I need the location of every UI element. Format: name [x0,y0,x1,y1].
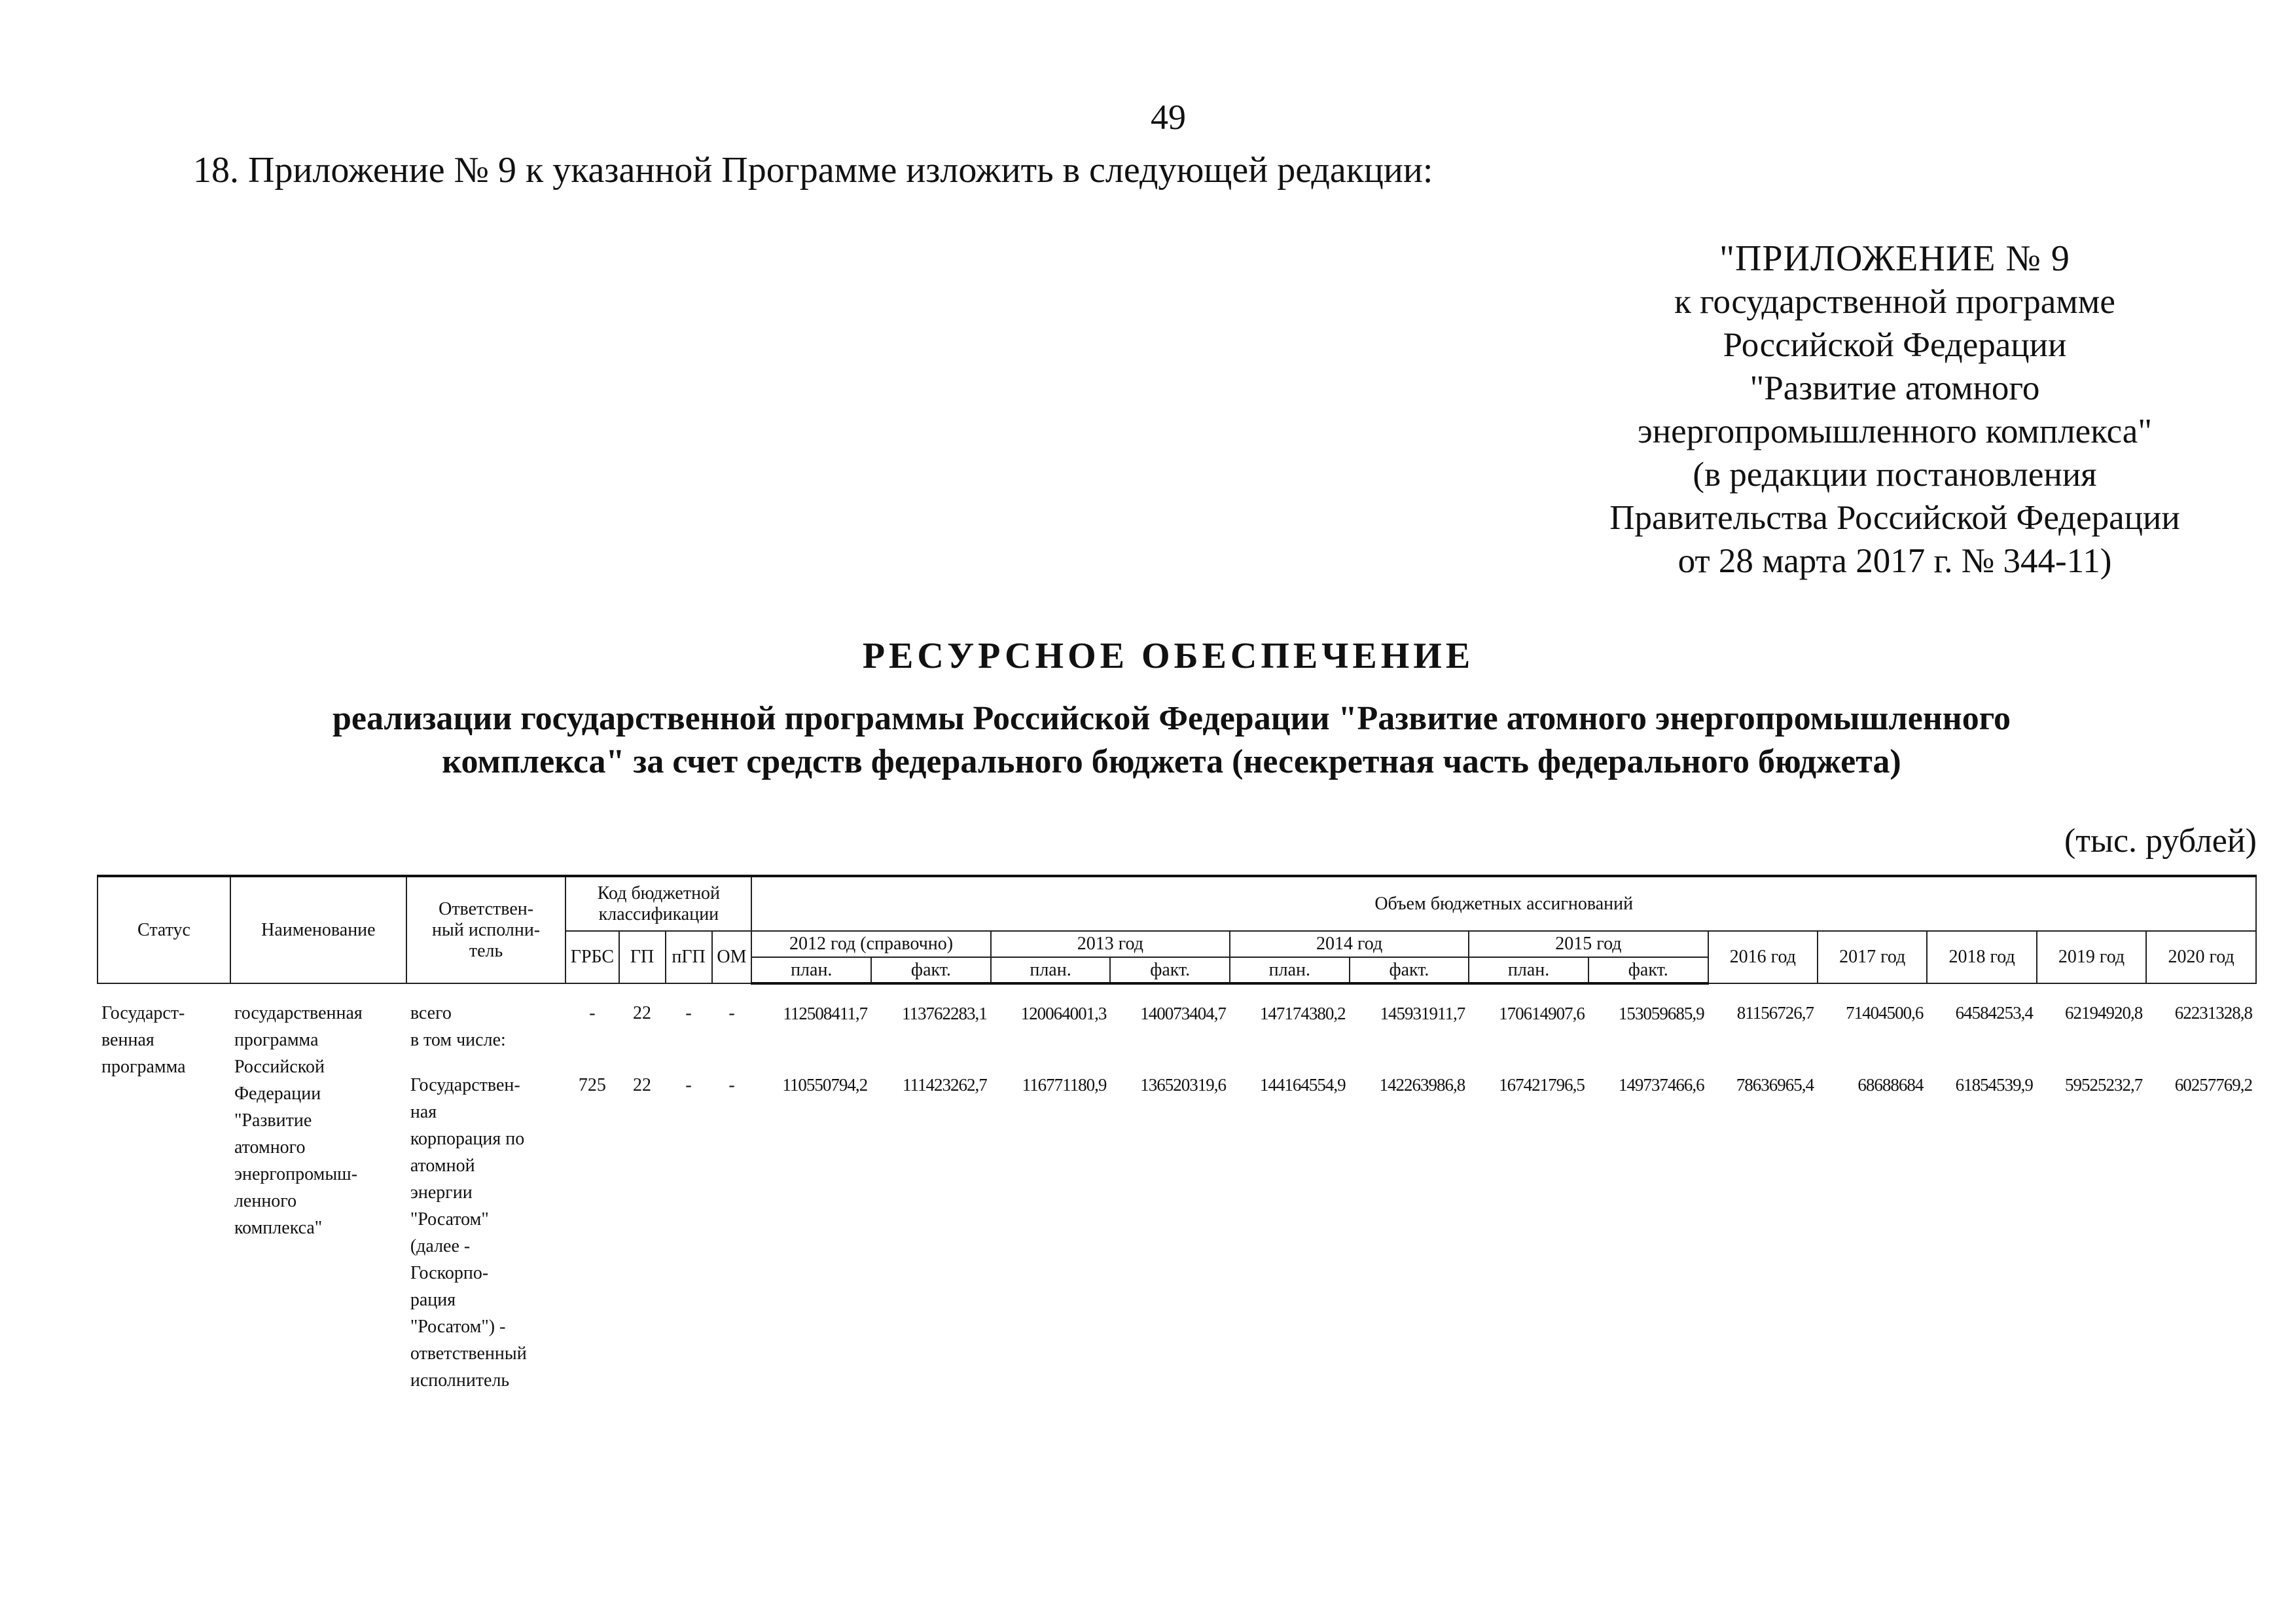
table-row [98,1053,2256,1394]
table-row [98,983,2256,1053]
appendix-line: Российской Федерации [1723,326,2067,364]
cell-pgp: - [685,1075,692,1095]
cell-2013-plan: 116771180,9 [1022,1075,1107,1095]
cell-2012-fact: 111423262,7 [902,1075,987,1095]
cell-2014-plan: 147174380,2 [1259,1004,1346,1023]
appendix-line: "ПРИЛОЖЕНИЕ № 9 [1719,238,2070,279]
appendix-line: к государственной программе [1674,283,2115,321]
row-responsible: всего в том числе: [410,1003,506,1050]
cell-2012-fact: 113762283,1 [901,1004,987,1023]
header-year-2019: 2019 год [2037,931,2146,983]
header-grbs: ГРБС [565,931,619,983]
page-number: 49 [1151,98,1186,137]
cell-grbs: 725 [578,1075,606,1095]
cell-2013-fact: 140073404,7 [1140,1004,1226,1023]
header-status: Статус [98,876,230,983]
cell-2017: 71404500,6 [1846,1003,1924,1023]
cell-2020: 60257769,2 [2174,1075,2252,1095]
header-fact: факт. [871,957,991,983]
cell-2018: 64584253,4 [1955,1003,2033,1023]
instruction-text: 18. Приложение № 9 к указанной Программе изложить в следующей редакции: [193,150,1433,191]
document-subtitle [190,697,2153,784]
header-name: Наименование [230,876,406,983]
cell-om: - [728,1075,735,1095]
subtitle-line: реализации государственной программы Российской Федерации "Развитие атомного энергопромышленного [332,700,2011,737]
budget-table [97,875,2257,1394]
appendix-line: "Развитие атомного [1749,369,2040,407]
header-fact: факт. [1588,957,1708,983]
cell-2015-fact: 149737466,6 [1618,1075,1704,1095]
cell-2017: 68688684 [1857,1075,1924,1095]
header-year-2014: 2014 год [1230,931,1469,957]
header-plan: план. [991,957,1111,983]
appendix-line: энергопромышленного комплекса" [1638,412,2152,450]
cell-2020: 62231328,8 [2174,1003,2252,1023]
appendix-line: от 28 марта 2017 г. № 344-11) [1677,542,2112,580]
cell-2014-fact: 145931911,7 [1380,1004,1465,1023]
document-title: РЕСУРСНОЕ ОБЕСПЕЧЕНИЕ [862,636,1475,676]
cell-grbs: - [589,1003,596,1023]
cell-2016: 81156726,7 [1736,1003,1814,1023]
cell-2013-plan: 120064001,3 [1020,1004,1107,1023]
cell-2015-plan: 167421796,5 [1499,1075,1585,1095]
header-pgp: пГП [666,931,712,983]
header-budget-code: Код бюджетной классификации [565,876,751,931]
appendix-line: (в редакции постановления [1693,456,2097,494]
cell-om: - [728,1003,735,1023]
appendix-line: Правительства Российской Федерации [1609,499,2180,537]
header-year-2018: 2018 год [1927,931,2036,983]
cell-2012-plan: 110550794,2 [782,1075,868,1095]
cell-2014-fact: 142263986,8 [1379,1075,1465,1095]
header-year-2015: 2015 год [1469,931,1708,957]
header-om: ОМ [712,931,752,983]
cell-2019: 62194920,8 [2065,1003,2143,1023]
cell-2019: 59525232,7 [2065,1075,2143,1095]
row-status: Государст- венная программа [101,1003,186,1077]
cell-2013-fact: 136520319,6 [1140,1075,1226,1095]
header-gp: ГП [619,931,666,983]
cell-gp: 22 [633,1003,652,1023]
header-year-2020: 2020 год [2146,931,2256,983]
subtitle-line: комплекса" за счет средств федерального бюджета (несекретная часть федерального бюджета) [442,743,1901,780]
header-fact: факт. [1110,957,1230,983]
cell-gp: 22 [633,1075,652,1095]
cell-2015-plan: 170614907,6 [1499,1004,1585,1023]
header-plan: план. [751,957,871,983]
cell-2018: 61854539,9 [1955,1075,2033,1095]
cell-2012-plan: 112508411,7 [783,1004,868,1023]
header-year-2012: 2012 год (справочно) [751,931,990,957]
header-year-2017: 2017 год [1818,931,1927,983]
header-plan: план. [1469,957,1588,983]
cell-2015-fact: 153059685,9 [1618,1004,1704,1023]
header-responsible: Ответствен- ный исполни- тель [406,876,566,983]
cell-2016: 78636965,4 [1736,1075,1814,1095]
appendix-heading [1551,237,2238,583]
header-allocations: Объем бюджетных ассигнований [751,876,2256,931]
units-label: (тыс. рублей) [2064,822,2257,860]
row-name: государственная программа Российской Федерации "Развитие атомного энергопромыш- ленного комплекса" [234,1003,363,1238]
cell-pgp: - [685,1003,692,1023]
header-year-2016: 2016 год [1708,931,1818,983]
header-fact: факт. [1350,957,1469,983]
cell-2014-plan: 144164554,9 [1259,1075,1346,1095]
header-plan: план. [1230,957,1350,983]
row-responsible: Государствен- ная корпорация по атомной энергии "Росатом" (далее - Госкорпо- рация "Росатом") - ответственный исполнитель [410,1075,527,1391]
header-year-2013: 2013 год [991,931,1230,957]
